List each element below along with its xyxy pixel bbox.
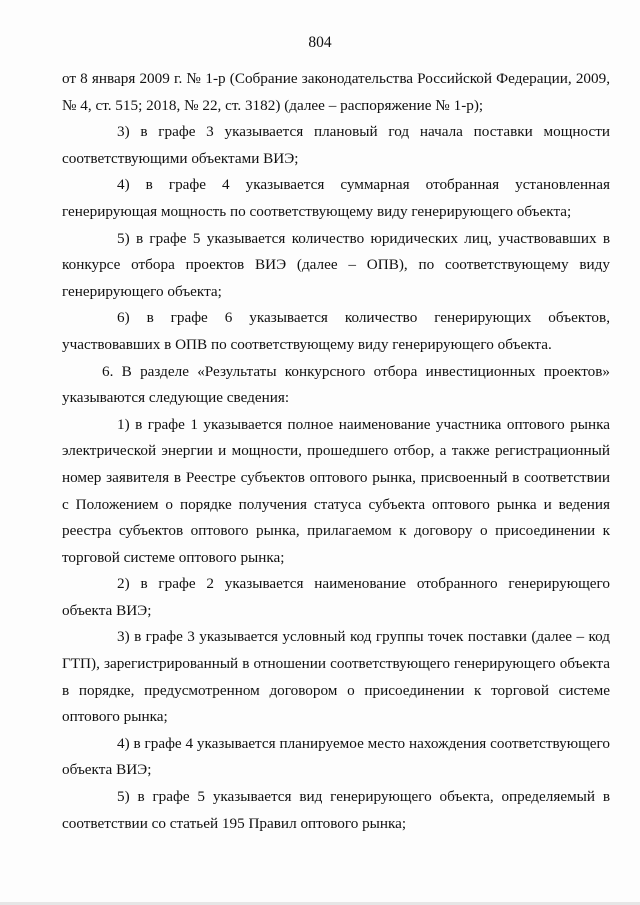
paragraph-item-3-graph-3: 3) в графе 3 указывается плановый год начала поставки мощности соответствующими объектами ВИЭ; (62, 123, 610, 167)
document-body (62, 66, 610, 837)
paragraph-section-6: 6. В разделе «Результаты конкурсного отбора инвестиционных проектов» указываются следующие сведения: (62, 362, 610, 407)
paragraph-continuation: от 8 января 2009 г. № 1-р (Собрание законодательства Российской Федерации, 2009, № 4, ст. 515; 2018, № 22, ст. 3182) (далее – распоряжение № 1-р); (62, 70, 610, 114)
paragraph-item-4-graph-4: 4) в графе 4 указывается суммарная отобранная установленная генерирующая мощность по соответствующему виду генерирующего объекта; (62, 176, 610, 220)
paragraph-item-5-graph-5: 5) в графе 5 указывается количество юридических лиц, участвовавших в конкурсе отбора проектов ВИЭ (далее – ОПВ), по соответствующему виду генерирующего объекта; (62, 229, 610, 300)
page-number: 804 (308, 34, 332, 51)
paragraph-subitem-4: 4) в графе 4 указывается планируемое место нахождения соответствующего объекта ВИЭ; (62, 734, 610, 779)
paragraph-subitem-2: 2) в графе 2 указывается наименование отобранного генерирующего объекта ВИЭ; (62, 575, 610, 619)
paragraph-subitem-1: 1) в графе 1 указывается полное наименование участника оптового рынка электрической энергии и мощности, прошедшего отбор, а также регистрационный номер заявителя в Реестре субъектов оптового рынка, присвоенный в соответствии с Положением о порядке получения статуса субъекта оптового рынка и ведения реестра субъектов оптового рынка, прилагаемом к договору о присоединении к торговой системе оптового рынка; (62, 415, 610, 566)
paragraph-item-6-graph-6: 6) в графе 6 указывается количество генерирующих объектов, участвовавших в ОПВ по соответствующему виду генерирующего объекта. (62, 309, 610, 353)
paragraph-subitem-5: 5) в графе 5 указывается вид генерирующего объекта, определяемый в соответствии со статьей 195 Правил оптового рынка; (62, 788, 610, 832)
paragraph-subitem-3: 3) в графе 3 указывается условный код группы точек поставки (далее – код ГТП), зарегистрированный в отношении соответствующего генерирующего объекта в порядке, предусмотренном договором о присоединении к торговой системе оптового рынка; (62, 628, 610, 726)
